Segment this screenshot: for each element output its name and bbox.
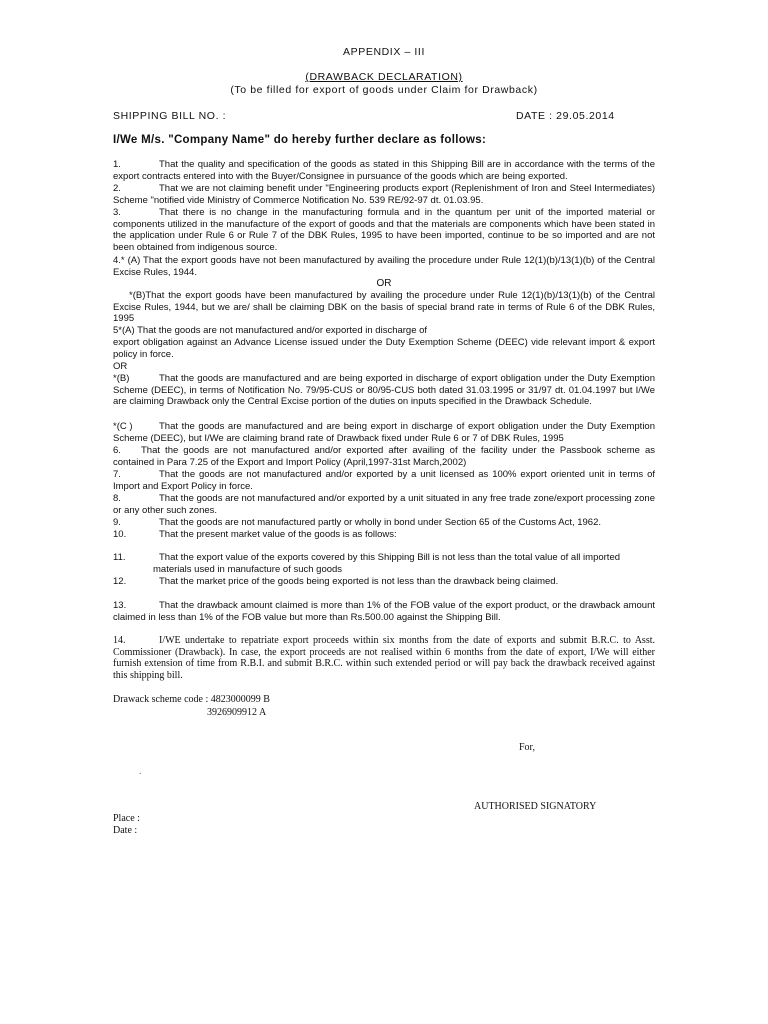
declaration-item-5a-line1: 5*(A) That the goods are not manufactured and/or exported in discharge of — [113, 325, 428, 336]
declaration-item-11-line2: materials used in manufacture of such goods — [153, 564, 343, 575]
declaration-item-12-text: That the market price of the goods being exported is not less than the drawback being claimed. — [159, 576, 559, 587]
declaration-item-6: 6. That the goods are not manufactured and/or exported after availing of the facility under the Passbook scheme as contained in Para 7.25 of the Export and Import Policy (April,1997-31st March,2002) — [113, 445, 655, 468]
declaration-item-11-number: 11. — [113, 552, 126, 563]
date-label-footer: Date : — [113, 825, 138, 836]
for-label: For, — [519, 742, 535, 753]
authorised-signatory: AUTHORISED SIGNATORY — [474, 801, 597, 812]
declaration-item-2: 2. That we are not claiming benefit under "Engineering products export (Replenishment of Iron and Steel Intermediates) Scheme "notified vide Ministry of Commerce Notification No. 539 RE/92-97 dt. 01.03.95. — [113, 183, 655, 206]
declaration-item-11-line1: That the export value of the exports covered by this Shipping Bill is not less than the total value of all imported — [159, 552, 621, 563]
document-title: (DRAWBACK DECLARATION) — [305, 71, 463, 83]
or-separator-2: OR — [113, 361, 128, 372]
declaration-item-1: 1. That the quality and specification of the goods as stated in this Shipping Bill are in accordance with the terms of the export contracts entered into with the Buyer/Consignee in pursuance of the goods which are being exported. — [113, 159, 655, 182]
stray-mark: . — [139, 766, 142, 777]
declaration-item-4b: *(B)That the export goods have been manufactured by availing the procedure under Rule 12(1)(b)/13(1)(b) of the Central Excise Rules, 1944, but we are/ shall be claiming DBK on the basis of special brand rate in terms of Rule 6 of the DBK Rules, 1995 — [113, 290, 655, 325]
declaration-item-12-number: 12. — [113, 576, 127, 587]
declaration-item-4a: 4.* (A) That the export goods have not been manufactured by availing the procedure under Rule 12(1)(b)/13(1)(b) of the Central Excise Rules, 1944. — [113, 255, 655, 278]
declaration-heading: I/We M/s. "Company Name" do hereby further declare as follows: — [113, 134, 487, 146]
declaration-item-5c: *(C ) That the goods are manufactured and are being export in discharge of export obligation under the Duty Exemption Scheme (DEEC), but I/We are claiming brand rate of Drawback fixed under Rule 6 or 7 of DBK Rules, 1995 — [113, 421, 655, 444]
place-label: Place : — [113, 813, 140, 824]
date-field: DATE : 29.05.2014 — [516, 110, 615, 122]
declaration-item-13: 13. That the drawback amount claimed is more than 1% of the FOB value of the export product, or the drawback amount claimed in less than 1% of the FOB value but more than Rs.500.00 against the Shipping Bill. — [113, 600, 655, 623]
or-separator-1: OR — [376, 278, 392, 289]
drawback-scheme-code: Drawack scheme code : 4823000099 B — [113, 694, 270, 705]
declaration-item-5b: *(B) That the goods are manufactured and are being exported in discharge of export obligation under the Duty Exemption Scheme (DEEC), in terms of Notification No. 79/95-CUS or 80/95-CUS both dated 31.03.1995 or 31/97 dt. 01.04.1997 but I/We are claiming Drawback only the Central Excise portion of the duties on inputs specified in the Drawback Schedule. — [113, 373, 655, 408]
drawback-scheme-code-2: 3926909912 A — [207, 707, 267, 718]
declaration-item-9: 9. That the goods are not manufactured partly or wholly in bond under Section 65 of the Customs Act, 1962. — [113, 517, 602, 528]
shipping-bill-label: SHIPPING BILL NO. : — [113, 110, 227, 122]
declaration-item-8: 8. That the goods are not manufactured and/or exported by a unit situated in any free trade zone/export processing zone or any other such zones. — [113, 493, 655, 516]
declaration-item-7: 7. That the goods are not manufactured and/or exported by a unit licensed as 100% export oriented unit in terms of Import and Export Policy in force. — [113, 469, 655, 492]
declaration-item-14: 14. I/WE undertake to repatriate export proceeds within six months from the date of exports and submit B.R.C. to Asst. Commissioner (Drawback). In case, the export proceeds are not realised within 6 months from the date of export, I/We will either furnish extension of time from R.B.I. and submit B.R.C. within such extended period or will pay back the drawback received against this shipping bill. — [113, 635, 655, 681]
declaration-item-5a: export obligation against an Advance License issued under the Duty Exemption Scheme (DEEC) vide relevant import & export policy in force. — [113, 337, 655, 360]
document-subtitle: (To be filled for export of goods under Claim for Drawback) — [230, 84, 538, 96]
declaration-item-3: 3. That there is no change in the manufacturing formula and in the quantum per unit of the imported material or components utilized in the manufacture of the export of goods and that the materials are components which have been stated in the application under Rule 6 or Rule 7 of the DBK Rules, 1995 to have been imported, continue to be so imported and are not been obtained from indigenous source. — [113, 207, 655, 253]
declaration-item-10: 10. That the present market value of the goods is as follows: — [113, 529, 397, 540]
appendix-heading: APPENDIX – III — [343, 46, 425, 58]
